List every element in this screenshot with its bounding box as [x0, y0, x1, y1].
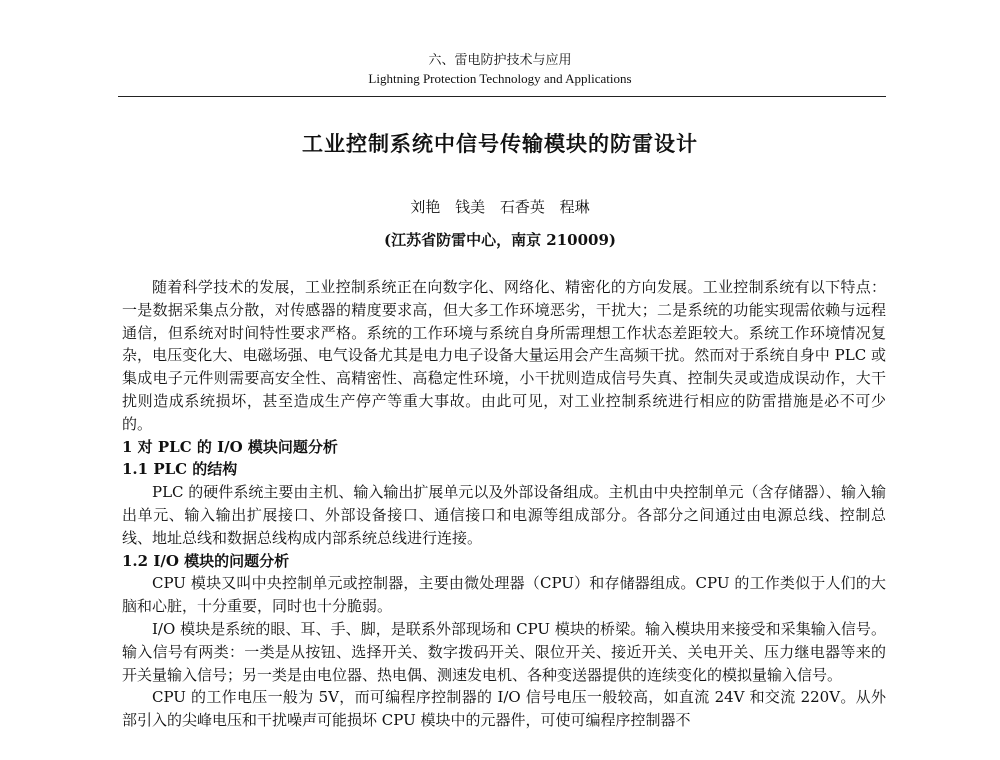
section-1-2-heading: 1.2 I/O 模块的问题分析 [122, 551, 290, 570]
affiliation: (江苏省防雷中心，南京 210009) [383, 231, 617, 249]
section-title-cn: 六、雷电防护技术与应用 [428, 53, 572, 68]
section-1-2-paragraph-1: CPU 模块又叫中央控制单元或控制器，主要由微处理器（CPU）和存储器组成。CPU 的工作类似于人们的大脑和心脏，十分重要，同时也十分脆弱。 [122, 574, 886, 616]
journal-header [0, 52, 1000, 88]
section-1-1-paragraph: PLC 的硬件系统主要由主机、输入输出扩展单元以及外部设备组成。主机由中央控制单元（含存储器）、输入输出单元、输入输出扩展接口、外部设备接口、通信接口和电源等组成部分。各部分之间通过由电源总线、控制总线、地址总线和数据总线构成内部系统总线进行连接。 [122, 483, 886, 547]
section-1-1-heading: 1.1 PLC 的结构 [122, 460, 238, 479]
section-1-2-paragraph-3: CPU 的工作电压一般为 5V，而可编程序控制器的 I/O 信号电压一般较高，如直流 24V 和交流 220V。从外部引入的尖峰电压和干扰噪声可能损坏 CPU 模块中的元器件，可使可编程序控制器不 [122, 688, 886, 730]
authors: 刘艳 钱美 石香英 程琳 [410, 198, 590, 216]
section-1-heading: 1 对 PLC 的 I/O 模块问题分析 [122, 437, 338, 456]
section-1-2-paragraph-2: I/O 模块是系统的眼、耳、手、脚，是联系外部现场和 CPU 模块的桥梁。输入模块用来接受和采集输入信号。输入信号有两类：一类是从按钮、选择开关、数字拨码开关、限位开关、接近开关、关电开关、压力继电器等来的开关量输入信号；另一类是由电位器、热电偶、测速发电机、各种变送器提供的连续变化的模拟量输入信号。 [122, 619, 886, 684]
paper-body [122, 276, 886, 732]
section-title-en: Lightning Protection Technology and Applications [368, 71, 632, 86]
header-rule [118, 96, 886, 97]
paper-title: 工业控制系统中信号传输模块的防雷设计 [302, 132, 698, 156]
abstract-paragraph: 随着科学技术的发展，工业控制系统正在向数字化、网络化、精密化的方向发展。工业控制系统有以下特点：一是数据采集点分散，对传感器的精度要求高，但大多工作环境恶劣，干扰大；二是系统的功能实现需依赖与远程通信，但系统对时间特性要求严格。系统的工作环境与系统自身所需理想工作状态差距较大。系统工作环境情况复杂，电压变化大、电磁场强、电气设备尤其是电力电子设备大量运用会产生高频干扰。然而对于系统自身中 PLC 或集成电子元件则需要高安全性、高精密性、高稳定性环境，小干扰则造成信号失真、控制失灵或造成误动作，大干扰则造成系统损坏，甚至造成生产停产等重大事故。由此可见，对工业控制系统进行相应的防雷措施是必不可少的。 [122, 278, 886, 433]
